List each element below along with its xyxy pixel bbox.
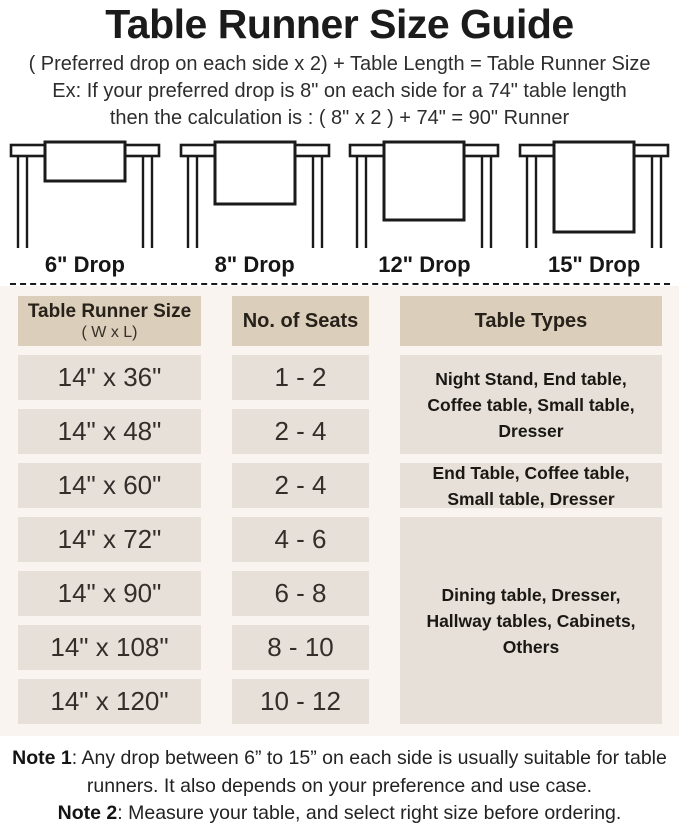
table-row-seats: 1 - 2 bbox=[232, 355, 369, 400]
table-row-size: 14" x 108" bbox=[18, 625, 201, 670]
example-line: Ex: If your preferred drop is 8" on each side for a 74" table length bbox=[52, 80, 627, 103]
table-row-size: 14" x 60" bbox=[18, 463, 201, 508]
table-row-size: 14" x 48" bbox=[18, 409, 201, 454]
size-table bbox=[18, 296, 679, 724]
column-header-runner-size bbox=[18, 296, 201, 346]
dashed-divider bbox=[10, 283, 670, 285]
table-row-size: 14" x 90" bbox=[18, 571, 201, 616]
table-row-seats: 10 - 12 bbox=[232, 679, 369, 724]
table-drawing-icon bbox=[9, 140, 161, 248]
drop-label-6in: 6" Drop bbox=[44, 252, 125, 278]
table-row-seats: 6 - 8 bbox=[232, 571, 369, 616]
runner-size-header-line2: ( W x L) bbox=[81, 323, 138, 341]
formula-line: ( Preferred drop on each side x 2) + Table Length = Table Runner Size bbox=[28, 53, 651, 76]
table-row-seats: 2 - 4 bbox=[232, 409, 369, 454]
size-table-section bbox=[0, 286, 679, 736]
seats-header-label: No. of Seats bbox=[242, 310, 359, 333]
page-title: Table Runner Size Guide bbox=[105, 1, 574, 47]
table-row-size: 14" x 72" bbox=[18, 517, 201, 562]
notes-section bbox=[0, 745, 679, 826]
table-row-size: 14" x 120" bbox=[18, 679, 201, 724]
note-2 bbox=[6, 800, 673, 826]
note-1-label: Note 1 bbox=[12, 747, 72, 770]
note-1 bbox=[6, 745, 673, 800]
table-drawing-icon bbox=[518, 140, 670, 248]
table-types-group-2: End Table, Coffee table, Small table, Dresser bbox=[400, 463, 662, 508]
table-row-seats: 2 - 4 bbox=[232, 463, 369, 508]
runner-size-header-line1: Table Runner Size bbox=[27, 300, 192, 322]
drop-labels-row bbox=[0, 251, 679, 279]
drop-label-12in: 12" Drop bbox=[378, 252, 471, 278]
column-header-seats bbox=[232, 296, 369, 346]
calculation-line: then the calculation is : ( 8" x 2 ) + 74" = 90" Runner bbox=[109, 107, 570, 130]
drop-label-15in: 15" Drop bbox=[547, 252, 641, 278]
table-row-seats: 4 - 6 bbox=[232, 517, 369, 562]
table-types-group-1: Night Stand, End table, Coffee table, Small table, Dresser bbox=[400, 355, 662, 454]
table-drawing-icon bbox=[348, 140, 500, 248]
table-illustration-8in-drop bbox=[170, 140, 340, 248]
table-row-seats: 8 - 10 bbox=[232, 625, 369, 670]
note-2-text: : Measure your table, and select right size before ordering. bbox=[117, 802, 622, 825]
table-drawing-icon bbox=[179, 140, 331, 248]
note-1-text: : Any drop between 6” to 15” on each side is usually suitable for table runners. It also depends on your preference and use case. bbox=[71, 747, 667, 797]
column-header-table-types bbox=[400, 296, 662, 346]
note-2-label: Note 2 bbox=[57, 802, 118, 825]
table-types-group-3: Dining table, Dresser, Hallway tables, Cabinets, Others bbox=[400, 517, 662, 724]
table-illustration-12in-drop bbox=[340, 140, 510, 248]
table-row-size: 14" x 36" bbox=[18, 355, 201, 400]
types-header-label: Table Types bbox=[474, 310, 588, 333]
table-illustration-15in-drop bbox=[509, 140, 679, 248]
drop-label-8in: 8" Drop bbox=[214, 252, 295, 278]
table-illustrations bbox=[0, 140, 679, 248]
table-illustration-6in-drop bbox=[0, 140, 170, 248]
